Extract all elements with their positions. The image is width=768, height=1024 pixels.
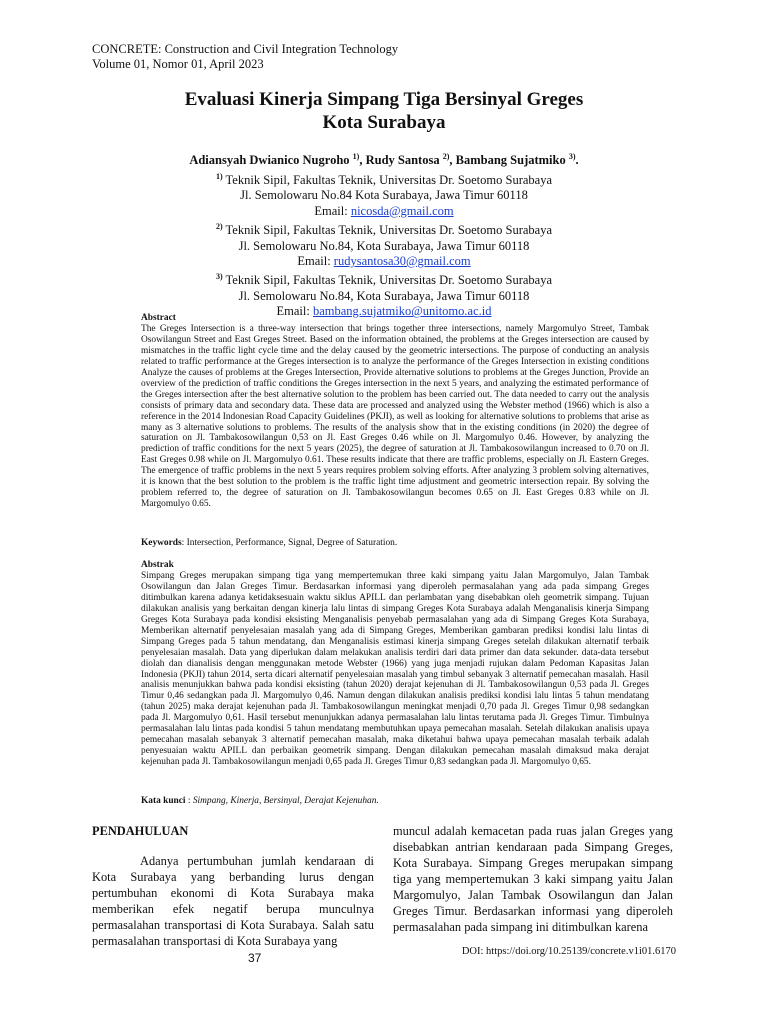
affiliation-3 (0, 269, 768, 289)
email-link-3[interactable]: bambang.sujatmiko@unitomo.ac.id (312, 304, 492, 319)
title-line-1: Evaluasi Kinerja Simpang Tiga Bersinyal Greges (184, 89, 584, 110)
email-link-2[interactable]: rudysantosa30@gmail.com (333, 253, 471, 268)
keywords-text: : Intersection, Performance, Signal, Degree of Saturation. (181, 538, 398, 548)
affiliation-1-email-row (0, 204, 768, 219)
affiliation-2-line-2: Jl. Semolowaru No.84, Kota Surabaya, Jawa Timur 60118 (238, 238, 530, 253)
author-2-sup: 2) (442, 152, 450, 161)
affiliation-3-sup: 3) (215, 272, 223, 282)
affiliation-1-sup: 1) (215, 171, 223, 181)
author-3: Bambang Sujatmiko (455, 153, 566, 168)
kata-kunci-text: Simpang, Kinerja, Bersinyal, Derajat Kejenuhan. (192, 796, 379, 806)
author-names: Adiansyah Dwianico Nugroho $^{1)}$, Rudy Santosa $^{2)}$, Bambang Sujatmiko $^{3)}$. (189, 152, 579, 168)
keywords-english (141, 538, 649, 549)
page-number: 37 (248, 951, 262, 965)
author-block (0, 149, 768, 320)
abstract-english (141, 313, 649, 510)
author-1: Adiansyah Dwianico Nugroho (189, 153, 350, 168)
kata-kunci-label: Kata kunci (141, 796, 186, 806)
email-label-3: Email: (276, 304, 310, 319)
affiliation-3-line-1: Teknik Sipil, Fakultas Teknik, Universitas Dr. Soetomo Surabaya (225, 273, 553, 288)
author-1-sup: 1) (352, 152, 360, 161)
affiliation-1-line-1: Teknik Sipil, Fakultas Teknik, Universitas Dr. Soetomo Surabaya (225, 172, 553, 187)
affiliation-2-sup: 2) (215, 221, 223, 231)
section-heading: PENDAHULUAN (92, 824, 189, 838)
doi-text: DOI: https://doi.org/10.25139/concrete.v1i01.6170 (461, 946, 676, 957)
affiliation-2-line-1: Teknik Sipil, Fakultas Teknik, Universitas Dr. Soetomo Surabaya (225, 223, 553, 238)
journal-volume: Volume 01, Nomor 01, April 2023 (92, 57, 264, 71)
email-link-1[interactable]: nicosda@gmail.com (350, 203, 454, 218)
author-3-sup: 3) (568, 152, 576, 161)
affiliation-3-line-2: Jl. Semolowaru No.84, Kota Surabaya, Jawa Timur 60118 (238, 288, 530, 303)
affiliation-2-email-row (0, 254, 768, 269)
journal-name: CONCRETE: Construction and Civil Integration Technology (92, 42, 399, 56)
paper-title (0, 88, 768, 134)
affiliation-1-line-2: Jl. Semolowaru No.84 Kota Surabaya, Jawa Timur 60118 (240, 188, 528, 203)
keywords-indonesian: Kata kunci : Simpang, Kinerja, Bersinyal, Derajat Kejenuhan. (141, 796, 379, 806)
abstrak-heading: Abstrak (141, 560, 174, 570)
abstract-heading: Abstract (141, 313, 176, 323)
author-2: Rudy Santosa (365, 153, 440, 168)
journal-header (92, 42, 398, 72)
intro-paragraph-right: muncul adalah kemacetan pada ruas jalan Greges yang disebabkan antrian kendaraan pada Simpang Greges, Kota Surabaya. Simpang Greges merupakan simpang tiga yang mempertemukan 3 kaki simpang yaitu Jalan Margomulyo, Jalan Tambak Osowilangun dan Jalan Greges Timur. Berdasarkan informasi yang diperoleh permasalahan pada simpang ini ditimbulkan karena (393, 824, 673, 934)
body-column-left (92, 823, 374, 949)
email-label-1: Email: (314, 203, 348, 218)
email-label-2: Email: (297, 253, 331, 268)
affiliation-2 (0, 219, 768, 239)
keywords-label: Keywords (141, 538, 182, 548)
abstract-body: The Greges Intersection is a three-way intersection that brings together three intersections, namely Margomulyo Street, Tambak Osowilangun Street and East Greges Street. Based on the information obtained, the problems at the Greges intersection are caused by mismatches in the traffic light cycle time and the delay caused by the geometric intersections. The purpose of conducting an analysis related to traffic performance at the Greges intersection is to analyze the performance of the Greges Intersection in existing conditions Analyze the causes of problems at the Greges Intersection, Provide alternative solutions to problems at the Greges Junction, Provide an overview of the prediction of traffic conditions the Greges intersection in the next 5 years, and analyzing the estimated performance of the Greges intersection after the best alternative solution to the problem has been carried out. The data needed to carry out the analysis consists of primary data and secondary data. These data are processed and analyzed using the Webster method (1966) which is also a reference in the 2014 Indonesian Road Capacity Guidelines (PKJI), as well as looking for alternative solutions to problems that arise as many as 3 alternative solutions to problems. The results of the analysis show that in the existing conditions (in 2020) the degree of saturation on Jl. Tambakosowilangun 0,53 on Jl. East Greges 0.46 while on Jl. Margomulyo 0.46. However, by analyzing the prediction of traffic conditions for the next 5 years (2025), the degree of saturation at Jl. Tambakosowilangun increased to 0.70 on Jl. East Greges 0.98 while on Jl. Margomulyo 0.61. These results indicate that there are traffic problems, especially on Jl. Eastern Greges. The emergence of traffic problems in the next 5 years requires problem solving efforts. After analyzing 3 problem solving alternatives, it is known that the best solution to the problem is the traffic light time adjustment and geometric intersection repair. By solving the problem referred to, the degree of saturation on Jl. Tambakosowilangun becomes 0.65 on Jl. East Greges 0.83 while on Jl. Margomulyo 0.65. (141, 323, 649, 510)
abstrak-body: Simpang Greges merupakan simpang tiga yang mempertemukan three kaki simpang yaitu Jalan Margomulyo, Jalan Tambak Osowilangun dan Jalan Greges Timur. Berdasarkan informasi yang diperoleh permasalahan yang ada pada simpang Greges ditimbulkan karena adanya ketidaksesuain waktu siklus APILL dan perlambatan yang disebabkan oleh geometrik simpang. Tujuan dilakukan analisis yang berkaitan dengan kinerja lalu lintas di simpang Greges Kota Surabaya adalah Menganalisis kinerja Simpang Greges Kota Surabaya pada kondisi eksisting Menganalisis penyebab permasalahan yang ada di Simpang Greges Kota Surabaya, Memberikan alternatif penyelesaian masalah yang ada di Simpang Greges, Memberikan gambaran prediksi kondisi lalu lintas di Simpang Greges pada 5 tahun mendatang, dan Menganalisis estimasi kinerja simpang Greges setelah dilakukan alternatif terbaik penyelesaian masalah. Data yang diperlukan dalam melakukan analisis terdiri dari data primer dan data sekunder. data-data tersebut diolah dan dianalisis dengan menggunakan metode Webster (1966) yang juga menjadi rujukan dalam Pedoman Kapasitas Jalan Indonesia (PKJI) tahun 2014, serta dicari alternatif penyelesaian masalah yang timbul sebanyak 3 alternatif pemecahan masalah. Hasil analisis menunjukkan bahwa pada kondisi eksisting (tahun 2020) derajat kejenuhan di Jl. Tambakosowilangun 0,53 pada Jl. Greges Timur 0,46 sedangkan pada Jl. Margomulyo 0,46. Namun dengan dilakukan analisis prediksi kondisi lalu lintas 5 tahun mendatang (tahun 2025) maka derajat kejenuhan pada Jl. Tambakosowilangun meningkat menjadi 0,70 pada Jl. Greges Timur 0,98 sedangkan pada Jl. Margomulyo 0,61. Hasil tersebut menunjukkan adanya permasalahan lalu lintas terutama pada Jl. Greges Timur. Timbulnya permasalahan lalu lintas pada kondisi 5 tahun mendatang membutuhkan upaya pemecahan masalah. Setelah dilakukan analisis upaya pemecahan masalah sebanyak 3 alternatif pemecahan masalah, maka diketahui bahwa upaya pemecahan masalah terbaik adalah penyesuaian waktu APILL dan perbaikan geometrik simpang. Dengan dilakukan pemecahan masalah dimaksud maka derajat kejenuhan pada Jl. Tambakosowilangun menjadi 0,65 pada Jl. Greges Timur 0,83 sedangkan pada Jl. Margomulyo 0,65. (141, 570, 649, 768)
body-column-right (393, 823, 673, 935)
affiliation-1 (0, 169, 768, 189)
title-line-2: Kota Surabaya (322, 112, 446, 133)
intro-paragraph-left: Adanya pertumbuhan jumlah kendaraan di Kota Surabaya yang berbanding lurus dengan pertumbuhan ekonomi di Kota Surabaya maka memberikan efek negatif berupa munculnya permasalahan transportasi di Kota Surabaya. Salah satu permasalahan transportasi di Kota Surabaya yang (92, 854, 374, 948)
abstract-indonesian (141, 560, 649, 768)
